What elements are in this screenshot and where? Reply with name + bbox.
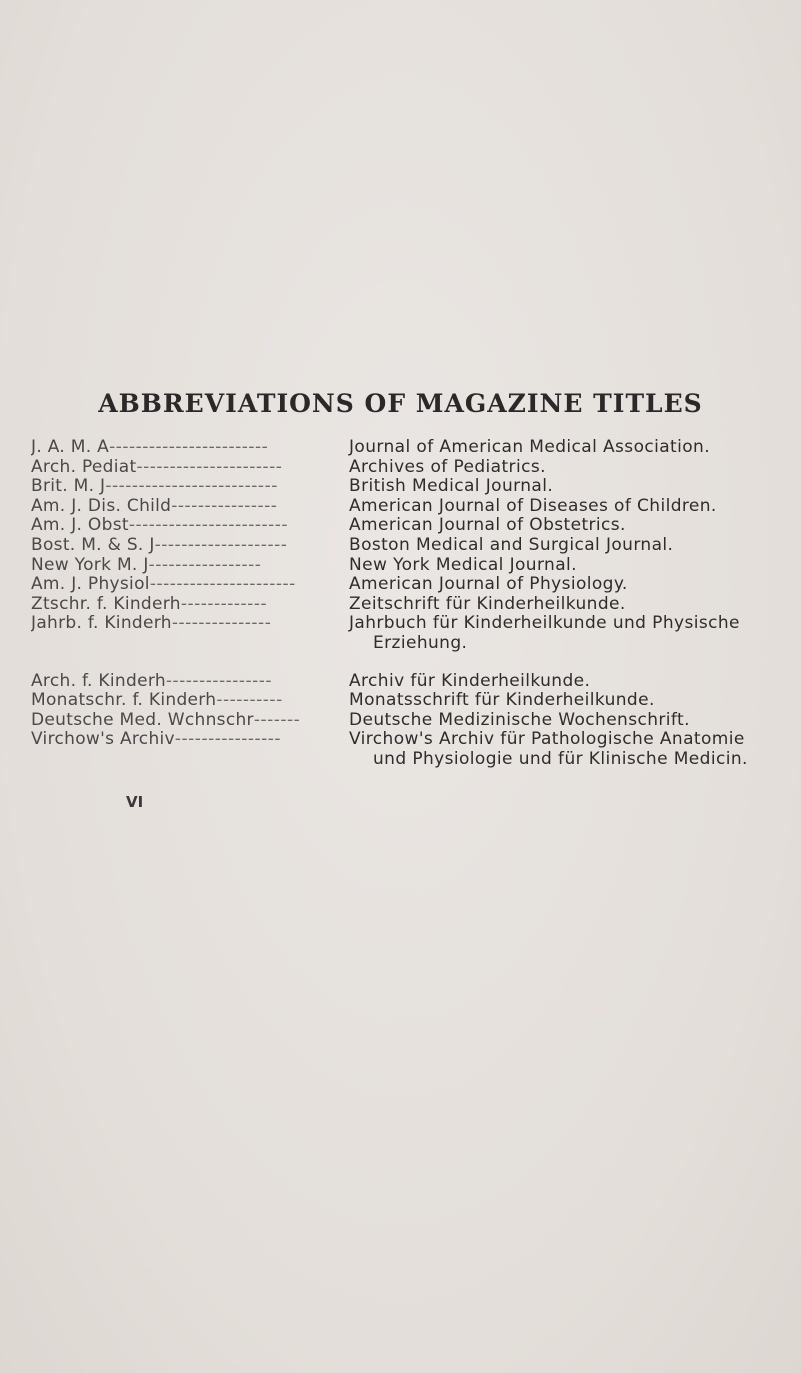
full-title-line: Jahrbuch für Kinderheilkunde und Physische — [349, 613, 740, 634]
full-title: Monatsschrift für Kinderheilkunde. — [349, 690, 655, 711]
page-number: VI — [126, 793, 144, 811]
abbreviation: Arch. f. Kinderh---------------- — [31, 671, 273, 691]
abbreviation: Arch. Pediat---------------------- — [31, 457, 283, 477]
spacer — [31, 654, 791, 672]
entry-row — [31, 458, 791, 478]
entry-row — [31, 711, 791, 731]
entry-row — [31, 438, 791, 458]
abbreviation: Bost. M. & S. J-------------------- — [31, 535, 288, 555]
full-title-continuation: und Physiologie und für Klinische Medicin. — [373, 748, 748, 769]
abbreviation: Virchow's Archiv---------------- — [31, 730, 282, 750]
entry-row — [31, 477, 791, 497]
full-title: Boston Medical and Surgical Journal. — [349, 534, 674, 555]
full-title: American Journal of Diseases of Children. — [349, 495, 717, 516]
entry-row — [31, 516, 791, 536]
entry-row — [31, 497, 791, 517]
abbreviation: Am. J. Physiol---------------------- — [31, 575, 296, 595]
full-title: Archiv für Kinderheilkunde. — [349, 670, 591, 691]
entry-row — [31, 536, 791, 556]
entry-row — [31, 691, 791, 711]
entry-row — [31, 575, 791, 595]
abbreviation: Deutsche Med. Wchnschr------- — [31, 710, 301, 730]
full-title: British Medical Journal. — [349, 476, 554, 497]
abbreviation: Jahrb. f. Kinderh--------------- — [31, 614, 272, 634]
abbreviation: J. A. M. A------------------------ — [31, 438, 269, 457]
entry-row — [31, 595, 791, 615]
abbreviation: Monatschr. f. Kinderh---------- — [31, 691, 283, 711]
abbreviation: Am. J. Dis. Child---------------- — [31, 496, 278, 516]
full-title: American Journal of Obstetrics. — [349, 515, 626, 536]
full-title — [349, 730, 791, 769]
full-title: Deutsche Medizinische Wochenschrift. — [349, 709, 690, 730]
full-title: Archives of Pediatrics. — [349, 456, 546, 477]
abbreviation: Ztschr. f. Kinderh------------- — [31, 594, 268, 614]
full-title: Journal of American Medical Association. — [349, 437, 711, 457]
entry-row — [31, 614, 791, 653]
full-title-line: Virchow's Archiv für Pathologische Anatomie — [349, 729, 745, 750]
full-title: American Journal of Physiology. — [349, 574, 628, 595]
full-title: Zeitschrift für Kinderheilkunde. — [349, 593, 626, 614]
entry-row — [31, 730, 791, 769]
entry-row — [31, 556, 791, 576]
full-title: New York Medical Journal. — [349, 554, 577, 575]
entry-row — [31, 672, 791, 692]
abbreviation: Am. J. Obst------------------------ — [31, 516, 289, 536]
abbreviation-list — [31, 438, 791, 770]
page-title: ABBREVIATIONS OF MAGAZINE TITLES — [98, 389, 703, 418]
full-title-continuation: Erziehung. — [373, 632, 468, 653]
abbreviation: New York M. J----------------- — [31, 555, 262, 575]
full-title — [349, 614, 791, 653]
abbreviation: Brit. M. J-------------------------- — [31, 477, 278, 497]
